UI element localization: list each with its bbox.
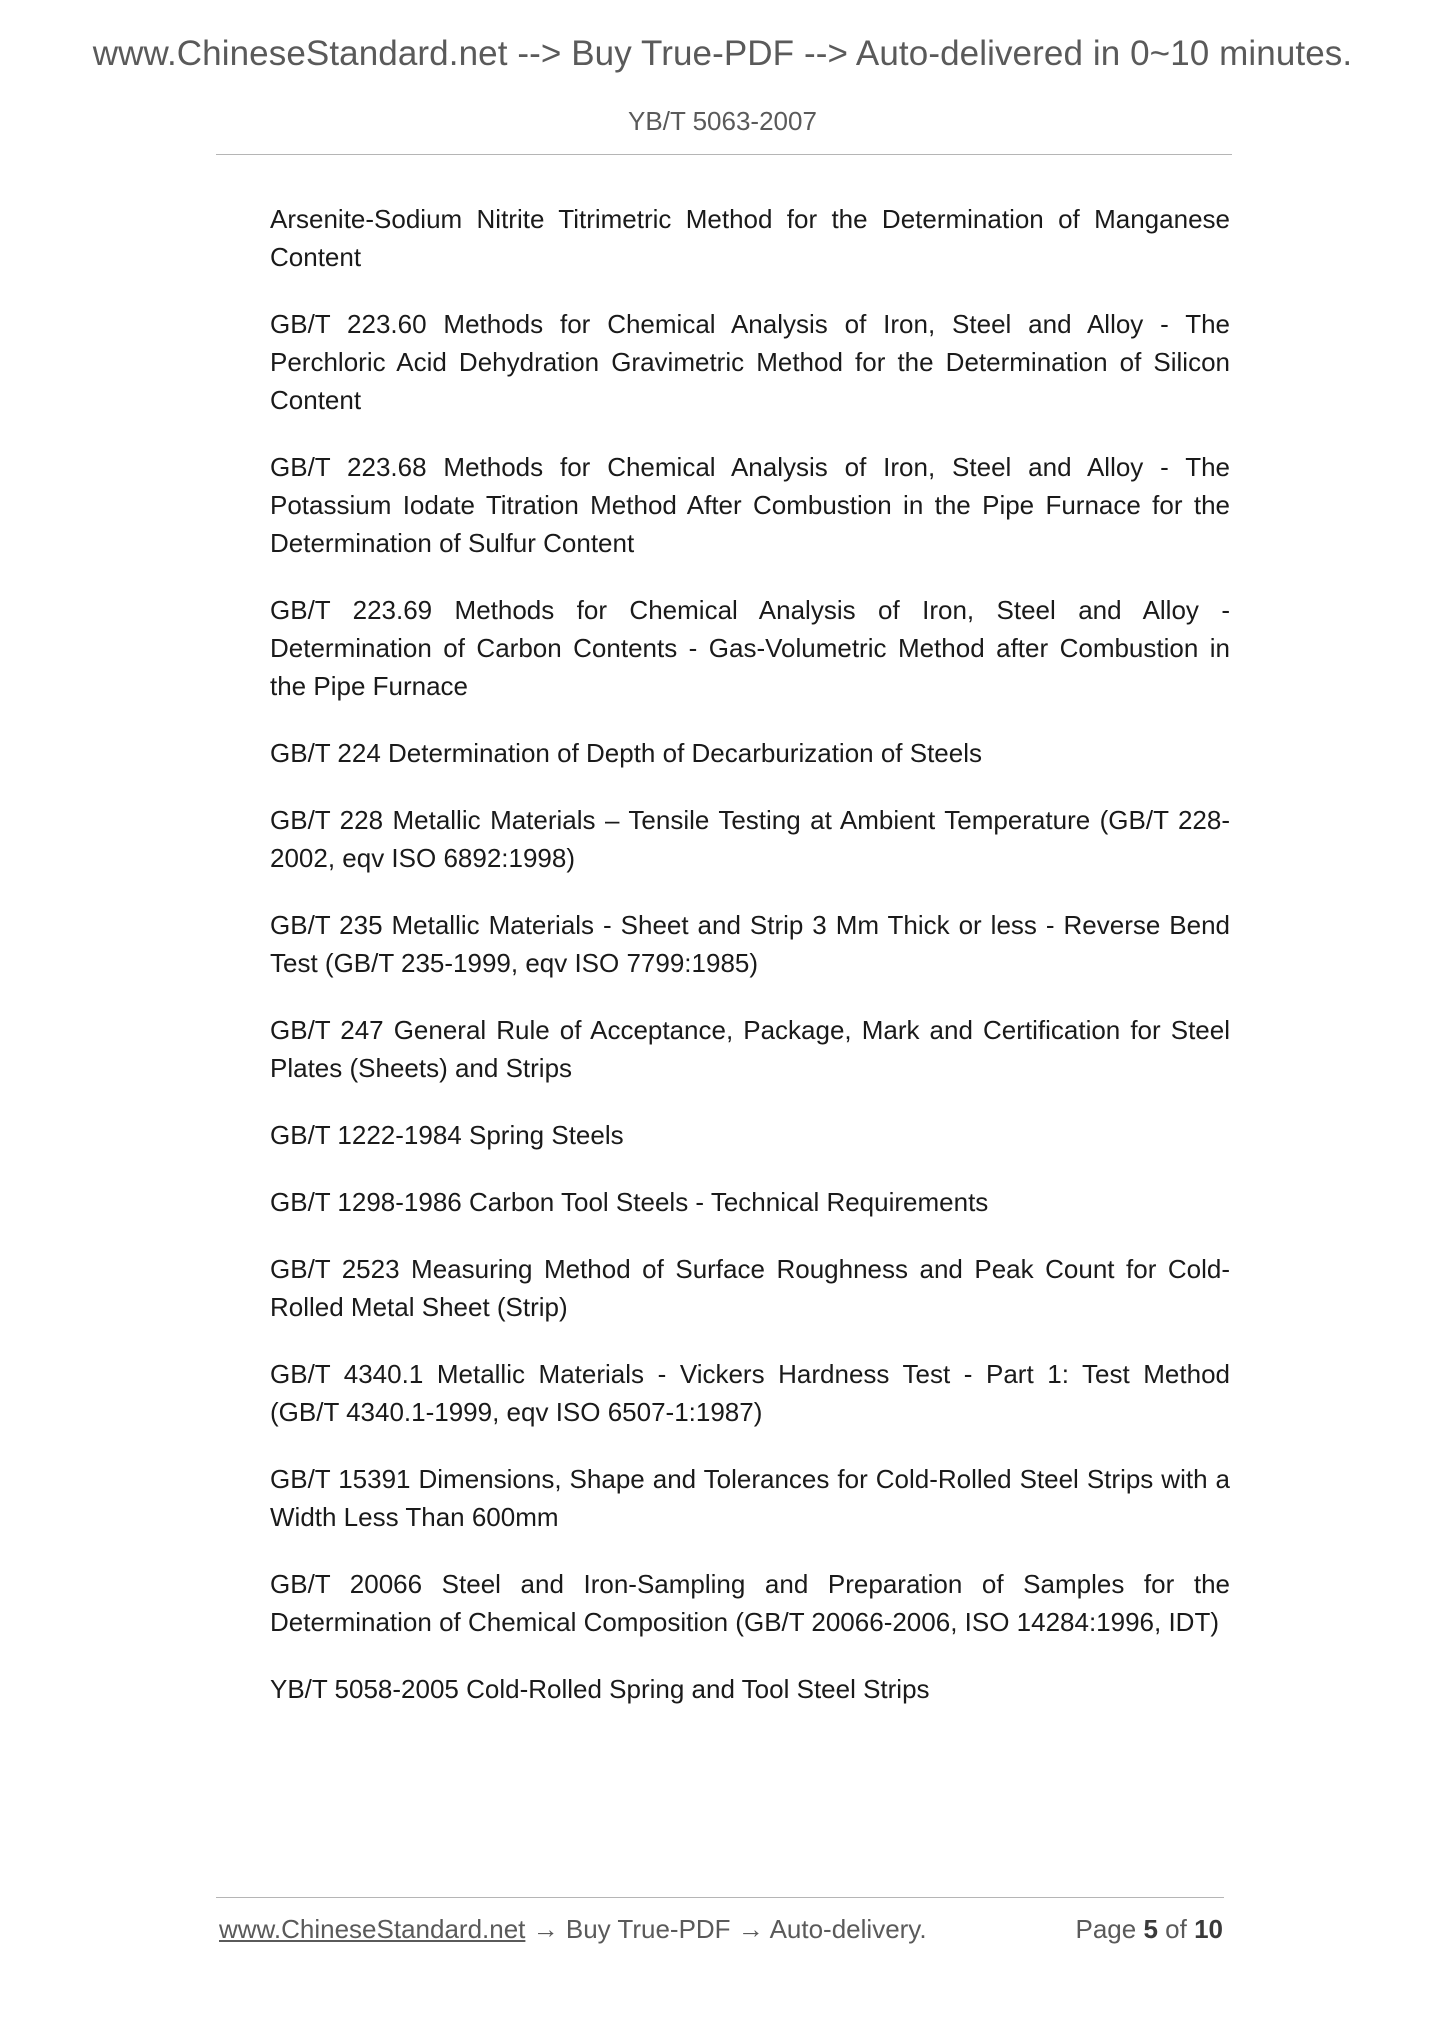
reference-entry: GB/T 223.68 Methods for Chemical Analysis of Iron, Steel and Alloy - The Potassium Iodate Titration Method After Combustion in the Pipe Furnace for the Determination of Sulfur Content (270, 452, 1230, 558)
reference-entry: GB/T 228 Metallic Materials – Tensile Testing at Ambient Temperature (GB/T 228-2002, eqv ISO 6892:1998) (270, 805, 1230, 873)
footer-tagline: → Buy True-PDF → Auto-delivery. (525, 1914, 927, 1944)
reference-entry: GB/T 235 Metallic Materials - Sheet and Strip 3 Mm Thick or less - Reverse Bend Test (GB/T 235-1999, eqv ISO 7799:1985) (270, 910, 1230, 978)
reference-entry: GB/T 15391 Dimensions, Shape and Tolerances for Cold-Rolled Steel Strips with a Width Less Than 600mm (270, 1464, 1230, 1532)
reference-entry: GB/T 4340.1 Metallic Materials - Vickers Hardness Test - Part 1: Test Method (GB/T 4340.1-1999, eqv ISO 6507-1:1987) (270, 1359, 1230, 1427)
reference-entry: GB/T 20066 Steel and Iron-Sampling and Preparation of Samples for the Determination of Chemical Composition (GB/T 20066-2006, ISO 14284:1996, IDT) (270, 1569, 1230, 1637)
reference-entry: GB/T 224 Determination of Depth of Decarburization of Steels (270, 738, 983, 768)
document-code: YB/T 5063-2007 (628, 106, 817, 136)
normative-references-list (270, 200, 1230, 1737)
reference-entry: GB/T 223.60 Methods for Chemical Analysis of Iron, Steel and Alloy - The Perchloric Acid Dehydration Gravimetric Method for the Determination of Silicon Content (270, 309, 1230, 415)
reference-entry: YB/T 5058-2005 Cold-Rolled Spring and Tool Steel Strips (270, 1674, 930, 1704)
page-of-label: of (1165, 1914, 1187, 1944)
header-divider (216, 154, 1232, 155)
reference-entry: Arsenite-Sodium Nitrite Titrimetric Method for the Determination of Manganese Content (270, 204, 1230, 272)
reference-entry: GB/T 2523 Measuring Method of Surface Roughness and Peak Count for Cold-Rolled Metal Sheet (Strip) (270, 1254, 1230, 1322)
footer-site-link[interactable]: www.ChineseStandard.net (219, 1914, 526, 1944)
reference-entry: GB/T 223.69 Methods for Chemical Analysis of Iron, Steel and Alloy - Determination of Carbon Contents - Gas-Volumetric Method after Combustion in the Pipe Furnace (270, 595, 1230, 701)
page-footer (219, 1914, 1223, 1945)
page-label: Page (1075, 1914, 1137, 1944)
reference-entry: GB/T 1222-1984 Spring Steels (270, 1120, 624, 1150)
page-current: 5 (1143, 1914, 1158, 1944)
footer-divider (216, 1897, 1224, 1898)
page-total: 10 (1194, 1914, 1223, 1944)
reference-entry: GB/T 247 General Rule of Acceptance, Package, Mark and Certification for Steel Plates (Sheets) and Strips (270, 1015, 1230, 1083)
top-banner: www.ChineseStandard.net --> Buy True-PDF --> Auto-delivered in 0~10 minutes. (92, 34, 1353, 73)
reference-entry: GB/T 1298-1986 Carbon Tool Steels - Technical Requirements (270, 1187, 989, 1217)
page-indicator (1075, 1914, 1223, 1945)
